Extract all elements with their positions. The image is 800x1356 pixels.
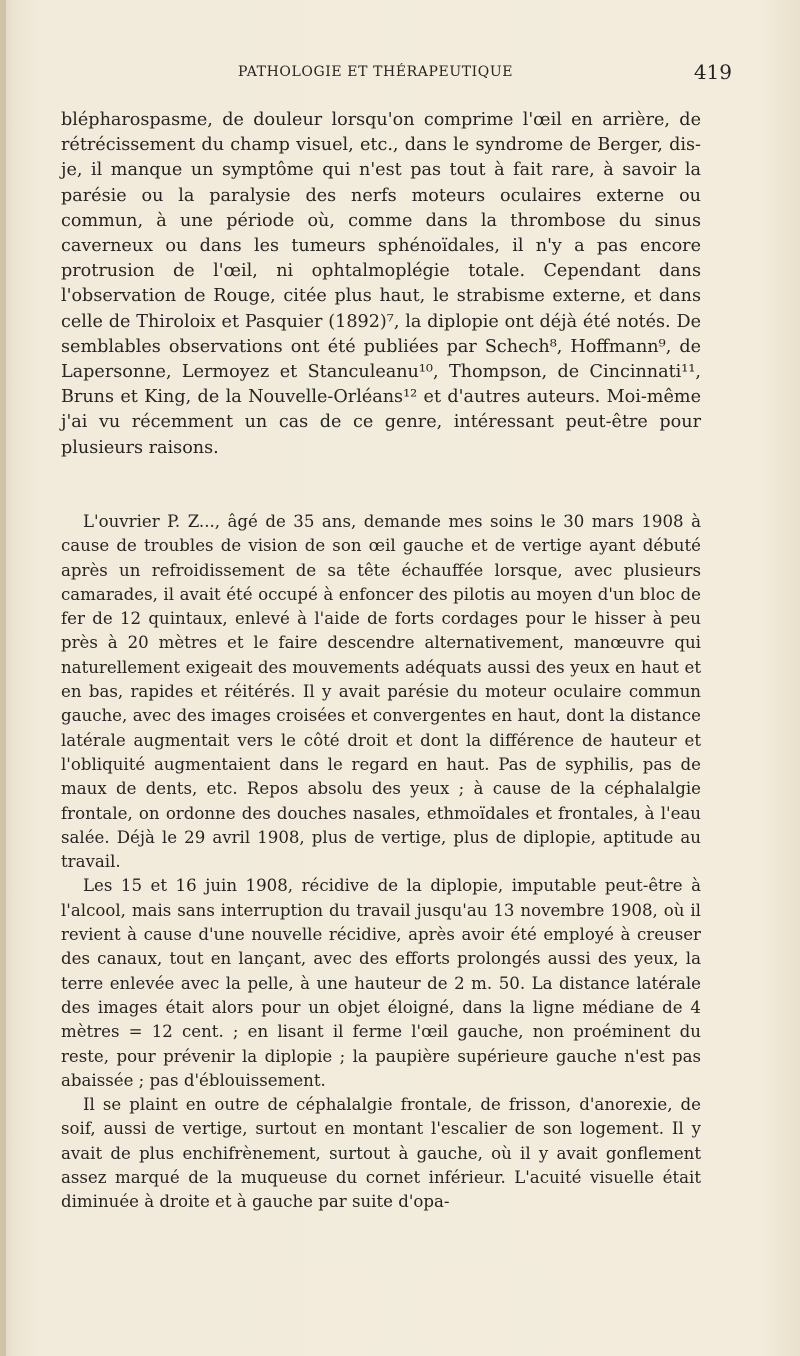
page-number: 419 xyxy=(693,60,732,84)
running-header xyxy=(60,62,732,86)
paragraph-recurrence: Les 15 et 16 juin 1908, récidive de la diplopie, imputable peut-être à l'alcool, mais sans interruption du travail jusqu'au 13 novembre 1908, où il revient à cause d'une nouvelle récidive, après avoir été employé à creuser des canaux, tout en lançant, avec des efforts prolongés aussi des yeux, la terre enlevée avec la pelle, à une hauteur de 2 m. 50. La distance latérale des images était alors pour un objet éloigné, dans la ligne médiane de 4 mètres = 12 cent. ; en lisant il ferme l'œil gauche, non proéminent du reste, pour prévenir la diplopie ; la paupière supérieure gauche n'est pas abaissée ; pas d'éblouissement. xyxy=(61,876,701,1090)
paragraph-intro: blépharospasme, de douleur lorsqu'on comprime l'œil en arrière, de rétrécissement du champ visuel, etc., dans le syndrome de Berger, dis-je, il manque un symptôme qui n'est pas tout à fait rare, à savoir la parésie ou la paralysie des nerfs moteurs oculaires externe ou commun, à une période où, comme dans la thrombose du sinus caverneux ou dans les tumeurs sphénoïdales, il n'y a pas encore protrusion de l'œil, ni ophtalmoplégie totale. Cependant dans l'observation de Rouge, citée plus haut, le strabisme externe, et dans celle de Thiroloix et Pasquier (1892)⁷, la diplopie ont déjà été notés. De semblables observations ont été publiées par Schech⁸, Hoffmann⁹, de Lapersonne, Lermoyez et Stanculeanu¹⁰, Thompson, de Cincinnati¹¹, Bruns et King, de la Nouvelle-Orléans¹² et d'autres auteurs. Moi-même j'ai vu récemment un cas de ce genre, intéressant peut-être pour plusieurs raisons. xyxy=(61,110,701,458)
paragraph-symptoms: Il se plaint en outre de céphalalgie frontale, de frisson, d'anorexie, de soif, aussi de vertige, surtout en montant l'escalier de son logement. Il y avait de plus enchifrènement, surtout à gauche, où il y avait gonflement assez marqué de la muqueuse du cornet inférieur. L'acuité visuelle était diminuée à droite et à gauche par suite d'opa- xyxy=(61,1095,701,1212)
case-report-block xyxy=(61,510,701,1215)
main-text-block xyxy=(61,108,701,461)
running-title: PATHOLOGIE ET THÉRAPEUTIQUE xyxy=(238,64,514,80)
paragraph-case-history: L'ouvrier P. Z..., âgé de 35 ans, demande mes soins le 30 mars 1908 à cause de troubles de vision de son œil gauche et de vertige ayant débuté après un refroidissement de sa tête échauffée lorsque, avec plusieurs camarades, il avait été occupé à enfoncer des pilotis au moyen d'un bloc de fer de 12 quintaux, enlevé à l'aide de forts cordages pour le hisser à peu près à 20 mètres et le faire descendre alternativement, manœuvre qui naturellement exigeait des mouvements adéquats aussi des yeux en haut et en bas, rapides et réitérés. Il y avait parésie du moteur oculaire commun gauche, avec des images croisées et convergentes en haut, dont la distance latérale augmentait vers le côté droit et dont la différence de hauteur et l'obliquité augmentaient dans le regard en haut. Pas de syphilis, pas de maux de dents, etc. Repos absolu des yeux ; à cause de la céphalalgie frontale, on ordonne des douches nasales, ethmoïdales et frontales, à l'eau salée. Déjà le 29 avril 1908, plus de vertige, plus de diplopie, aptitude au travail. xyxy=(61,512,701,872)
page-binding-edge xyxy=(0,0,6,1356)
